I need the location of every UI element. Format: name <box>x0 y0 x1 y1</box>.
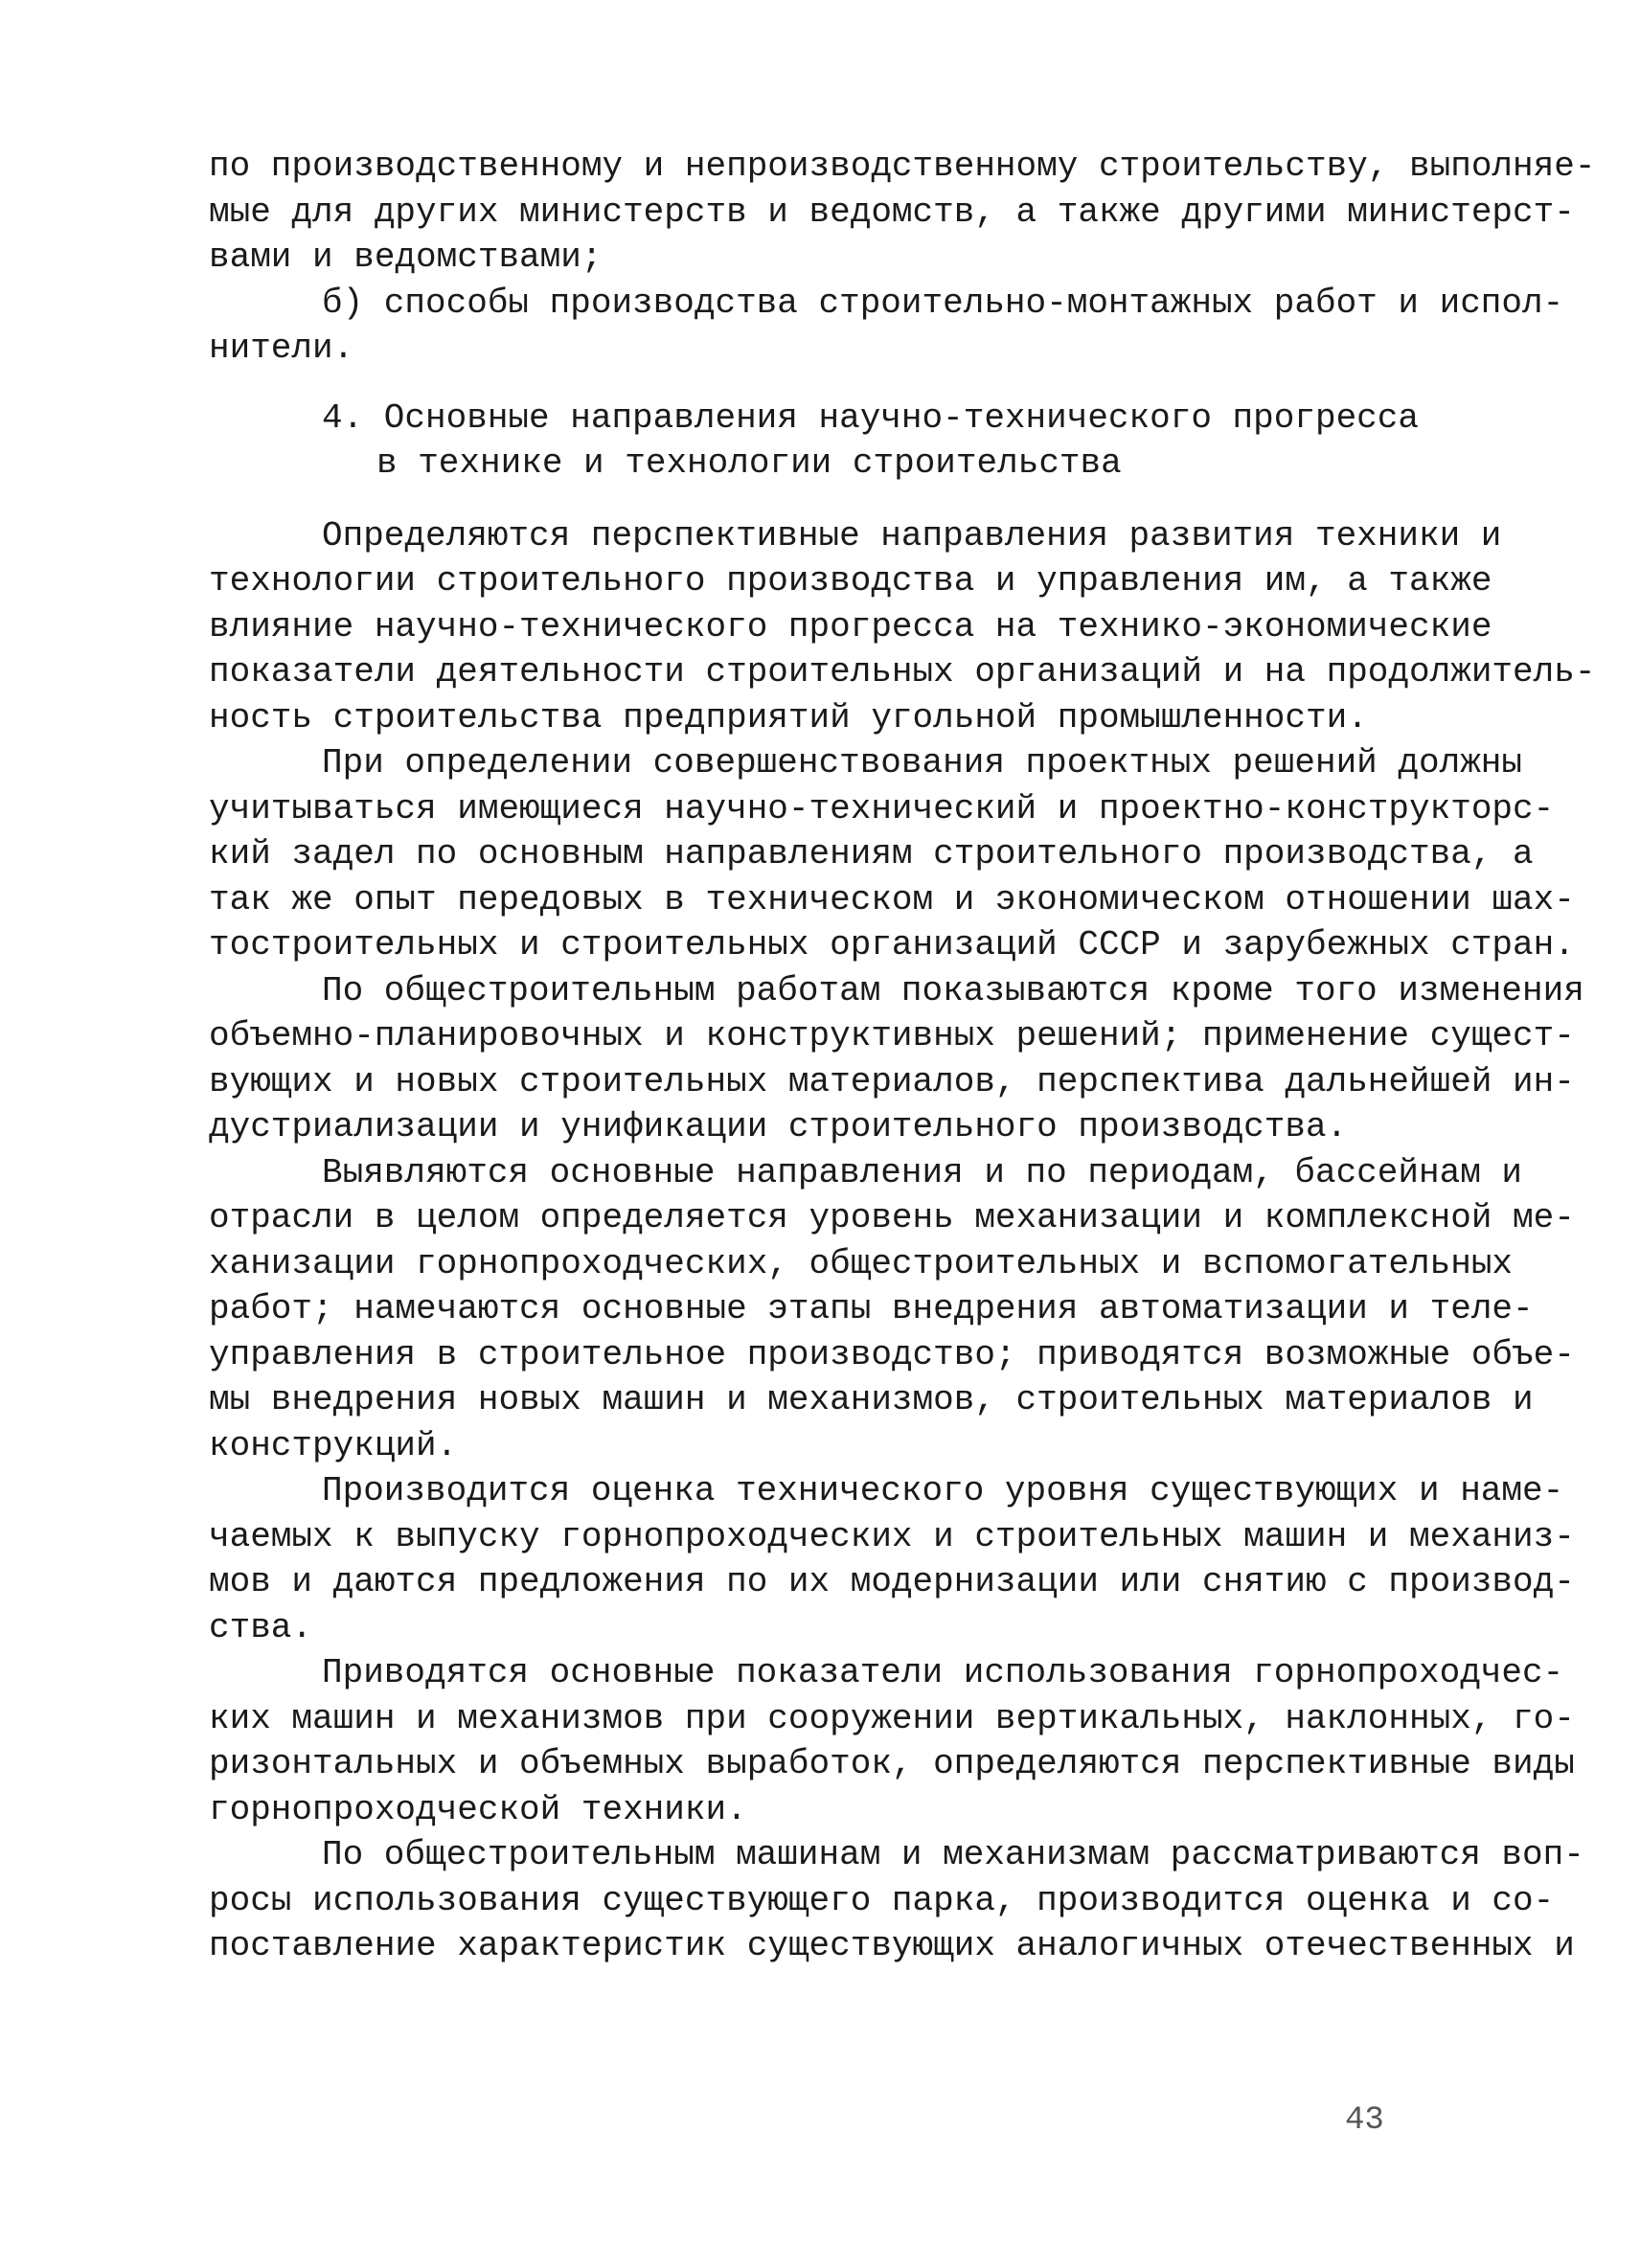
text-line: конструкций. <box>209 1425 458 1465</box>
paragraph-7 <box>209 1832 1584 1969</box>
text-line: ризонтальных и объемных выработок, определяются перспективные виды <box>209 1744 1575 1783</box>
text-line: показатели деятельности строительных организаций и на продолжитель- <box>209 652 1596 692</box>
text-line: вующих и новых строительных материалов, перспектива дальнейшей ин- <box>209 1061 1575 1101</box>
paragraph-5 <box>209 1468 1575 1650</box>
text-line: отрасли в целом определяется уровень механизации и комплексной ме- <box>209 1198 1575 1237</box>
text-line: поставление характеристик существующих аналогичных отечественных и <box>209 1926 1575 1965</box>
text-line: По общестроительным машинам и механизмам рассматриваются воп- <box>322 1835 1584 1874</box>
text-line: объемно-планировочных и конструктивных решений; применение сущест- <box>209 1016 1575 1055</box>
paragraph-6 <box>209 1650 1575 1832</box>
text-line: Производится оценка технического уровня существующих и наме- <box>322 1471 1564 1510</box>
text-line: Выявляются основные направления и по периодам, бассейнам и <box>322 1152 1523 1192</box>
text-line: Определяются перспективные направления развития техники и <box>322 515 1502 556</box>
text-line: влияние научно-технического прогресса на технико-экономические <box>209 606 1492 646</box>
page-number: 43 <box>1345 2102 1384 2139</box>
text-line: мые для других министерств и ведомств, а также другими министерст- <box>209 192 1575 232</box>
page-body <box>209 144 1596 1969</box>
text-line: так же опыт передовых в техническом и экономическом отношении шах- <box>209 879 1575 919</box>
heading-line: 4. Основные направления научно-технического прогресса <box>322 397 1419 438</box>
list-item-b <box>209 281 1564 372</box>
paragraph-2 <box>209 740 1575 968</box>
text-line: нители. <box>209 329 354 368</box>
text-line: тостроительных и строительных организаций СССР и зарубежных стран. <box>209 925 1575 964</box>
text-line: технологии строительного производства и управления им, а также <box>209 561 1492 601</box>
text-line: ность строительства предприятий угольной промышленности. <box>209 697 1368 737</box>
text-line: ханизации горнопроходческих, общестроительных и вспомогательных <box>209 1243 1514 1283</box>
text-line: Приводятся основные показатели использования горнопроходчес- <box>322 1653 1564 1692</box>
text-line: ких машин и механизмов при сооружении вертикальных, наклонных, го- <box>209 1698 1575 1738</box>
paragraph-4 <box>209 1150 1575 1469</box>
text-line: учитываться имеющиеся научно-технический и проектно-конструкторс- <box>209 788 1555 828</box>
text-line: кий задел по основным направлениям строительного производства, а <box>209 834 1534 873</box>
text-line: горнопроходческой техники. <box>209 1789 747 1829</box>
paragraph-continuation <box>209 144 1596 281</box>
text-line: работ; намечаются основные этапы внедрения автоматизации и теле- <box>209 1289 1534 1328</box>
paragraph-3 <box>209 968 1584 1150</box>
text-line: по производственному и непроизводственному строительству, выполняе- <box>209 147 1596 186</box>
text-line: чаемых к выпуску горнопроходческих и строительных машин и механиз- <box>209 1516 1575 1556</box>
text-line: При определении совершенствования проектных решений должны <box>322 743 1523 782</box>
text-line: мов и даются предложения по их модернизации или снятию с производ- <box>209 1562 1575 1601</box>
heading-line: в технике и технологии строительства <box>376 443 1122 483</box>
section-heading <box>209 396 1445 487</box>
text-line: управления в строительное производство; приводятся возможные объе- <box>209 1334 1575 1374</box>
paragraph-1 <box>209 513 1596 741</box>
text-line: б) способы производства строительно-монтажных работ и испол- <box>322 283 1564 323</box>
text-line: дустриализации и унификации строительного производства. <box>209 1107 1348 1146</box>
text-line: мы внедрения новых машин и механизмов, строительных материалов и <box>209 1380 1534 1419</box>
text-line: ства. <box>209 1607 313 1647</box>
text-line: вами и ведомствами; <box>209 238 603 277</box>
text-line: По общестроительным работам показываются кроме того изменения <box>322 970 1584 1010</box>
text-line: росы использования существующего парка, производится оценка и со- <box>209 1880 1555 1920</box>
